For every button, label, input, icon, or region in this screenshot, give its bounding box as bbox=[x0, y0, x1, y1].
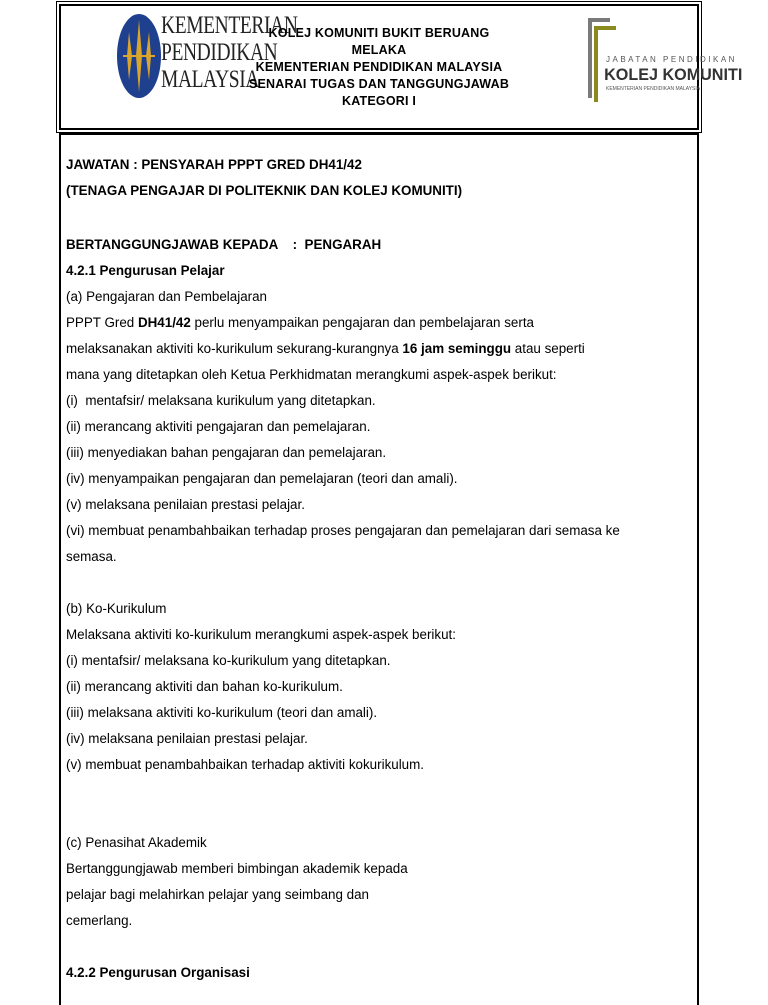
list-item: (v) melaksana penilaian prestasi pelajar. bbox=[66, 497, 305, 512]
section-4-2-2-heading: 4.2.2 Pengurusan Organisasi bbox=[66, 965, 250, 980]
title-line: KEMENTERIAN PENDIDIKAN MALAYSIA bbox=[255, 60, 503, 74]
bertanggungjawab-line: BERTANGGUNGJAWAB KEPADA : PENGARAH bbox=[66, 237, 382, 252]
header-title bbox=[228, 25, 530, 110]
list-item: (v) membuat penambahbaikan terhadap aktiviti kokurikulum. bbox=[66, 757, 425, 772]
paragraph-line: Bertanggungjawab memberi bimbingan akademik kepada bbox=[66, 861, 408, 876]
title-line: KOLEJ KOMUNITI BUKIT BERUANG bbox=[268, 26, 490, 40]
kpm-logo-text: KEMENTERIAN PENDIDIKAN MALAYSIA bbox=[161, 12, 298, 93]
svg-text:JABATAN PENDIDIKAN: JABATAN PENDIDIKAN bbox=[606, 55, 737, 64]
list-item: (iv) melaksana penilaian prestasi pelajar. bbox=[66, 731, 308, 746]
paragraph-line: Melaksana aktiviti ko-kurikulum merangkumi aspek-aspek berikut: bbox=[66, 627, 456, 642]
list-item: (i) mentafsir/ melaksana kurikulum yang ditetapkan. bbox=[66, 393, 376, 408]
paragraph-line: cemerlang. bbox=[66, 913, 133, 928]
paragraph-line: melaksanakan aktiviti ko-kurikulum sekurang-kurangnya 16 jam seminggu atau seperti bbox=[66, 341, 585, 356]
list-item: (ii) merancang aktiviti pengajaran dan pemelajaran. bbox=[66, 419, 371, 434]
jawatan-heading: JAWATAN : PENSYARAH PPPT GRED DH41/42 bbox=[66, 157, 362, 172]
kolej-komuniti-logo-icon bbox=[588, 18, 743, 108]
jawatan-subheading: (TENAGA PENGAJAR DI POLITEKNIK DAN KOLEJ KOMUNITI) bbox=[66, 183, 463, 198]
title-line: MELAKA bbox=[351, 43, 407, 57]
list-item: semasa. bbox=[66, 549, 117, 564]
section-a-heading: (a) Pengajaran dan Pembelajaran bbox=[66, 289, 267, 304]
title-line: KATEGORI I bbox=[342, 94, 416, 108]
list-item: (vi) membuat penambahbaikan terhadap proses pengajaran dan pemelajaran dari semasa ke bbox=[66, 523, 620, 538]
svg-text:KEMENTERIAN PENDIDIKAN MALAYSI: KEMENTERIAN PENDIDIKAN MALAYSIA bbox=[606, 86, 701, 92]
list-item: (ii) merancang aktiviti dan bahan ko-kurikulum. bbox=[66, 679, 343, 694]
paragraph-line: pelajar bagi melahirkan pelajar yang seimbang dan bbox=[66, 887, 369, 902]
list-item: (iii) menyediakan bahan pengajaran dan pemelajaran. bbox=[66, 445, 387, 460]
kpm-emblem-icon bbox=[115, 12, 163, 100]
section-4-2-1-heading: 4.2.1 Pengurusan Pelajar bbox=[66, 263, 225, 278]
paragraph-line: PPPT Gred DH41/42 perlu menyampaikan pengajaran dan pembelajaran serta bbox=[66, 315, 534, 330]
list-item: (iii) melaksana aktiviti ko-kurikulum (teori dan amali). bbox=[66, 705, 378, 720]
paragraph-line: mana yang ditetapkan oleh Ketua Perkhidmatan merangkumi aspek-aspek berikut: bbox=[66, 367, 557, 382]
section-b-heading: (b) Ko-Kurikulum bbox=[66, 601, 167, 616]
title-line: SENARAI TUGAS DAN TANGGUNGJAWAB bbox=[248, 77, 510, 91]
list-item: (iv) menyampaikan pengajaran dan pemelajaran (teori dan amali). bbox=[66, 471, 458, 486]
section-c-heading: (c) Penasihat Akademik bbox=[66, 835, 207, 850]
kolej-komuniti-logo bbox=[588, 18, 743, 108]
list-item: (i) mentafsir/ melaksana ko-kurikulum yang ditetapkan. bbox=[66, 653, 391, 668]
svg-text:KOLEJ KOMUNITI: KOLEJ KOMUNITI bbox=[604, 64, 743, 85]
